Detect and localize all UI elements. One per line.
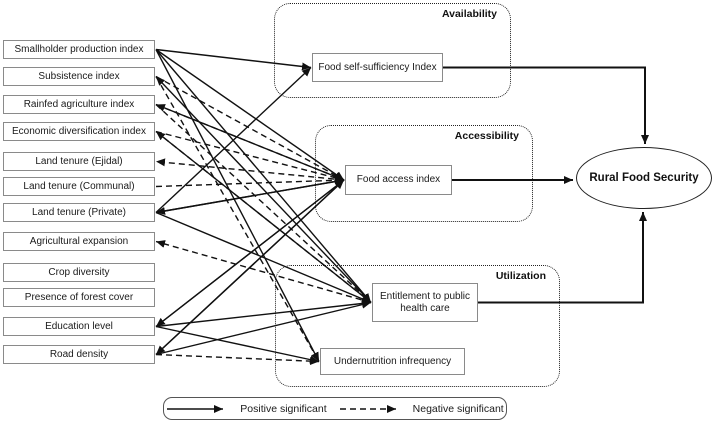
node-agricultural-expansion: Agricultural expansion [3,232,155,251]
legend-positive-label: Positive significant [240,402,327,415]
connector-self-sufficiency-to-rfs [443,68,645,145]
node-presence-of-forest-cover: Presence of forest cover [3,288,155,307]
node-entitlement-to-public-health-care: Entitlement to public health care [372,283,478,322]
edge-dashed-rainfed-entitlement [156,105,371,303]
edge-dashed-rainfed-food_access [156,105,344,181]
legend [163,397,507,420]
node-economic-diversification-index: Economic diversification index [3,122,155,141]
node-crop-diversity: Crop diversity [3,263,155,282]
node-food-access-index: Food access index [345,165,452,195]
edge-solid-private-entitlement [156,213,371,303]
edge-solid-entitlement-subsistence [156,77,371,303]
node-land-tenure-communal: Land tenure (Communal) [3,177,155,196]
node-food-self-sufficiency-index: Food self-sufficiency Index [312,53,443,82]
edge-solid-education-entitlement [156,303,371,327]
pillar-label-availability: Availability [441,8,497,20]
edge-solid-food_access-education [156,180,344,327]
node-rural-food-security: Rural Food Security [576,147,712,209]
node-education-level: Education level [3,317,155,336]
node-road-density: Road density [3,345,155,364]
edge-solid-smallholder-undernutrition [156,50,319,362]
node-undernutrition-infrequency: Undernutrition infrequency [320,348,465,375]
edge-solid-private-self_sufficiency [156,68,311,213]
node-land-tenure-ejidal: Land tenure (Ejidal) [3,152,155,171]
edge-solid-food_access-private [156,180,344,213]
pillar-label-utilization: Utilization [495,270,546,282]
positive-arrow-icon [166,404,228,414]
node-smallholder-production-index: Smallholder production index [3,40,155,59]
node-subsistence-index: Subsistence index [3,67,155,86]
edge-dashed-econ_div-food_access [156,132,344,181]
edge-solid-road-entitlement [156,303,371,355]
node-land-tenure-private: Land tenure (Private) [3,203,155,222]
negative-arrow-icon [339,404,401,414]
node-rainfed-agriculture-index: Rainfed agriculture index [3,95,155,114]
pillar-label-accessibility: Accessibility [454,130,519,142]
edge-dashed-entitlement-agri_expansion [156,242,371,303]
connector-entitlement-to-rfs [478,212,643,303]
legend-negative-label: Negative significant [412,402,504,415]
